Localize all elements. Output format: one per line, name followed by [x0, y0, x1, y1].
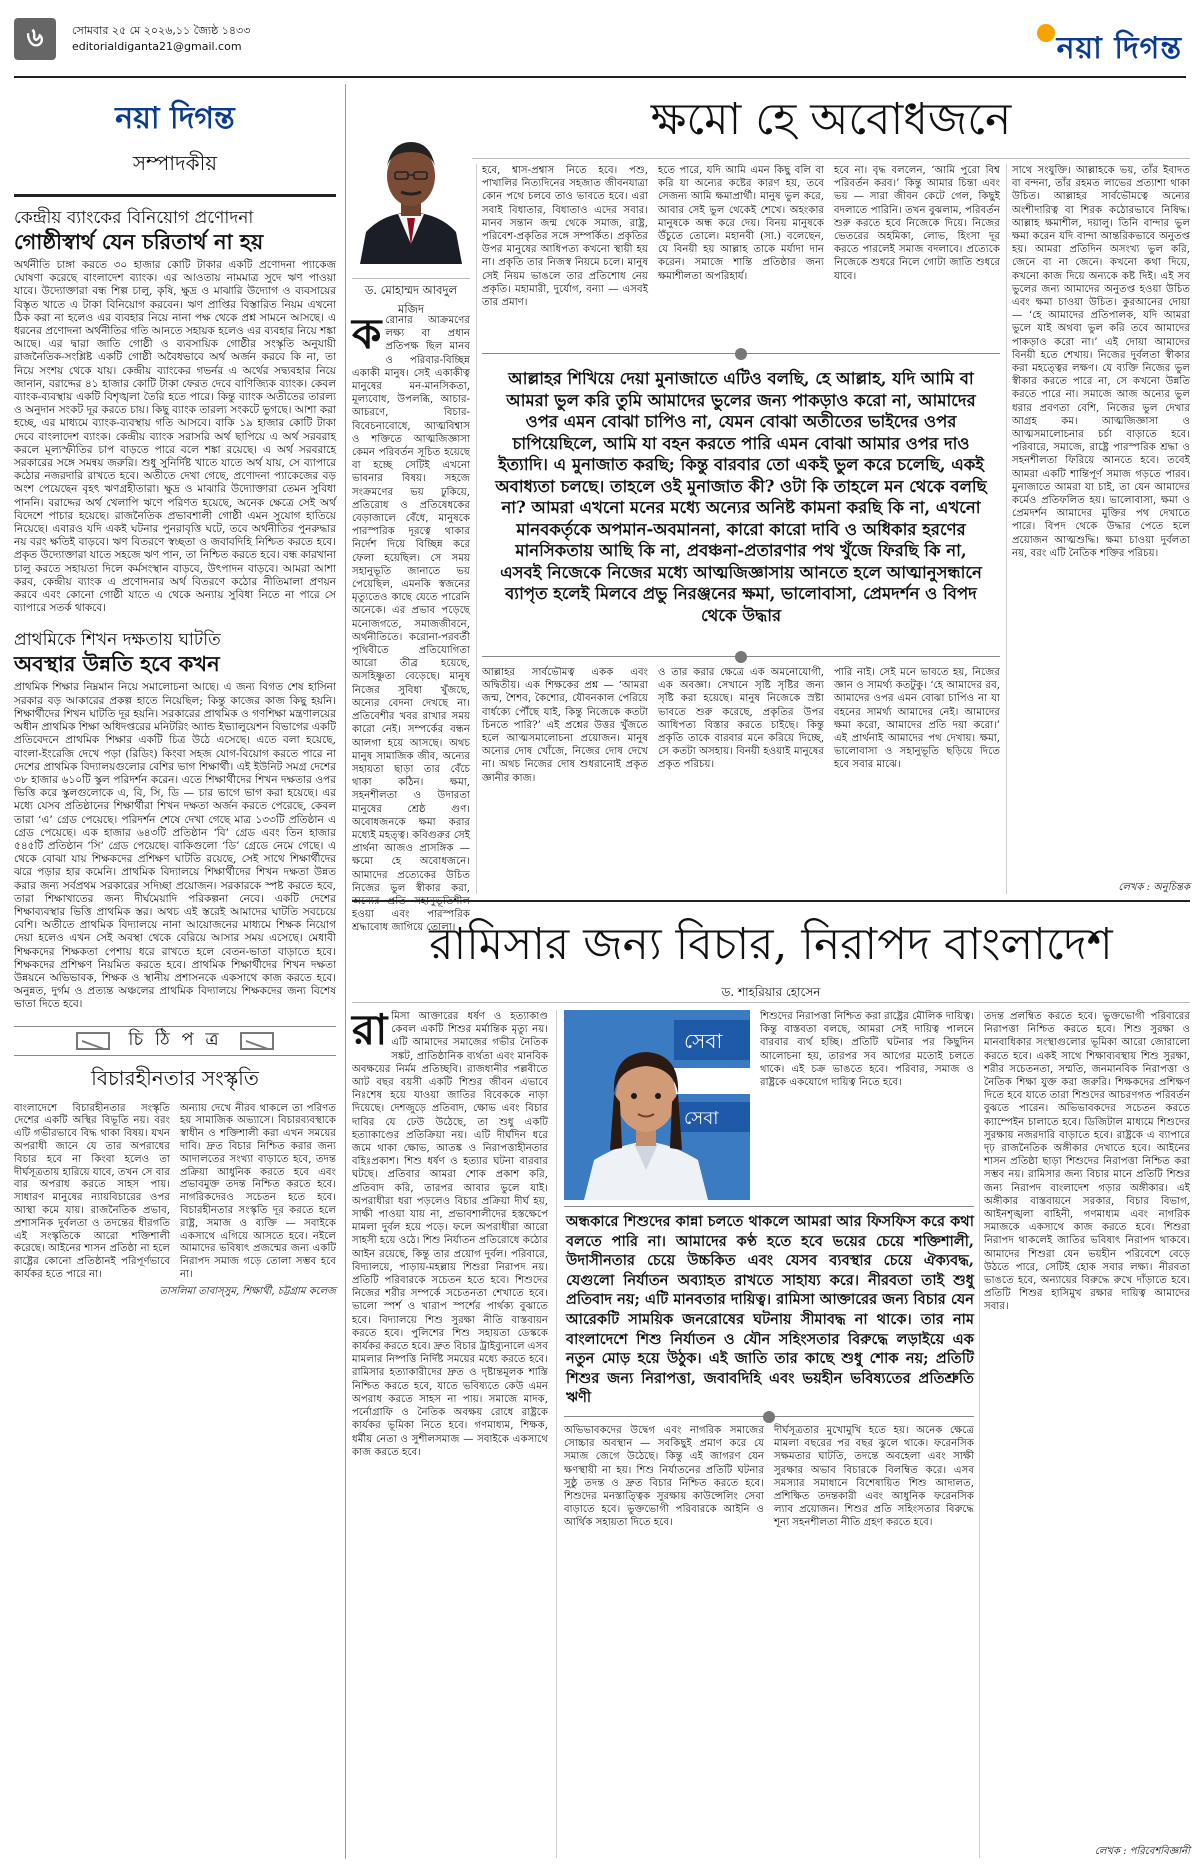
letter-title: বিচারহীনতার সংস্কৃতি	[91, 1065, 259, 1090]
article-column: দীর্ঘসূত্রতার মুখোমুখি হতে হয়। অনেক ক্ষেত্রে মামলা বছরের পর বছর ঝুলে থাকে। ফরেনসিক সক্ষমতার ঘাটতি, তদন্তে অবহেলা এবং সাক্ষী সুরক্ষার অভাব বিচারকে বিলম্বিত করে। এসব সমস্যার সমাধানে বিশেষায়িত শিশু আদালত, প্রশিক্ষিত তদন্তকারী এবং আধুনিক ফরেনসিক ল্যাব প্রয়োজন। শিশুর প্রতি সহিংসতার বিরুদ্ধে শূন্য সহনশীলতা নীতি গ্রহণ করতে হবে।	[774, 1425, 974, 1529]
article-column: ও তার করার ক্ষেত্রে এক অমনোযোগী, এক অবজ্ঞা। সেখানে সৃষ্টি সৃষ্টির জন্য সৃষ্টি করা হয়েছে। মানুষ নিজেকে স্রষ্টা ভাবতে শুরু করেছে, প্রকৃতির উপর আধিপত্য বিস্তার করতে চাইছে। কিন্তু প্রকৃতি তাকে বারবার মনে করিয়ে দিচ্ছে, সে কতটা অসহায়। বিনয়ী হওয়াই মানুষের প্রকৃত পরিচয়।	[658, 667, 824, 771]
article-column: হতে পারে, যদি আমি এমন কিছু বলি বা করি যা অন্যের কষ্টের কারণ হয়, তবে সেজন্য আমি ক্ষমাপ্রার্থী। মানুষ ভুল করে, আবার সেই ভুল থেকেই শেখে। অহংকার মানুষকে অন্ধ করে দেয়। বিনয় মানুষকে উঁচুতে তোলে। মহানবী (সা.) বলেছেন, যে বিনয়ী হয় আল্লাহ তাকে মর্যাদা দান করেন। সমাজে শান্তি প্রতিষ্ঠার জন্য ক্ষমাশীলতা অপরিহার্য।	[658, 165, 824, 282]
editorial-second-body: প্রাথমিক শিক্ষার নিম্নমান নিয়ে সমালোচনা আছে। এ জন্য বিগত শেষ হাসিনা সরকার বড় আকারের প্রকল্প হাতে নিয়েছিল; কিন্তু কাজের কাজ কিছু হয়নি। শিক্ষার্থীদের শিখন ঘাটতি দূর হয়নি। সরকারের প্রাথমিক ও গণশিক্ষা মন্ত্রণালয়ের অধীন প্রাথমিক শিক্ষা অধিদপ্তরের মনিটরিং অ্যান্ড ইভ্যালুয়েশন বিভাগের একটি প্রতিবেদনে প্রাথমিক শিক্ষার একটি চিত্র উঠে এসেছে। এতে বলা হয়েছে, বাংলা-ইংরেজি দেখে পড়া (রিডিং) কিংবা সহজ যোগ-বিয়োগ করতে পারে না দেশের প্রাথমিক বিদ্যালয়গুলোর বেশির ভাগ শিক্ষার্থী। এই ইউনিট সমগ্র দেশের ৩৮ হাজার ৬১০টি স্কুল পরিদর্শন করেন। এতে শিক্ষার্থীদের শিখন দক্ষতার ওপর ভিত্তি করে স্কুলগুলোকে এ, বি, সি, ডি — চার ভাগে ভাগ করা হয়েছে। এর মধ্যে যেসব প্রতিষ্ঠানের শিক্ষার্থীরা শিখন দক্ষতা অর্জন করতে পেরেছে, কেবল তারা ‘এ’ গ্রেড পেয়েছে। পরিদর্শন শেষে দেখা গেছে মাত্র ১৩৩টি প্রতিষ্ঠান এ গ্রেড পেয়েছে। এক হাজার ৬৪৩টি প্রতিষ্ঠান ‘বি’ গ্রেড এবং তিন হাজার ৫৪৫টি প্রতিষ্ঠান ‘সি’ গ্রেড পেয়েছে। বাকিগুলো ‘ডি’ গ্রেডে নেমে গেছে। এ থেকে বোঝা যায় শিক্ষকদের প্রশিক্ষণ ঘাটতি রয়েছে, সেই সাথে শিক্ষার্থীদের ঝরে পড়ার হার কমেনি। প্রাথমিক বিদ্যালয়ে শিক্ষার্থীদের শিখন দক্ষতা উন্নত করার জন্য সর্বপ্রথম সরকারের সদিচ্ছা প্রয়োজন। সরকারকে স্পষ্ট করতে হবে, তারা শিক্ষাখাতের জন্য দীর্ঘমেয়াদি পরিকল্পনা নেবে। একটি দেশের শিক্ষাব্যবস্থার ভিত্তি প্রাথমিক স্তর। অথচ এই স্তরেই আমাদের ঘাটতি সবচেয়ে বেশি। অতীতে প্রাথমিক বিদ্যালয়ে নানা আয়োজনের মাধ্যমে শিক্ষক নিয়োগ দেয়া হলেও এখন সেই অবস্থা থেকে বেরিয়ে আসার সময় এসেছে। মেধাবী শিক্ষকদের শিক্ষকতা পেশায় ধরে রাখতে হলে বেতন-ভাতা বাড়াতে হবে। শিক্ষকদের প্রশিক্ষণ নিয়মিত করতে হবে। প্রাথমিক শিক্ষার্থীদের শিখন দক্ষতা উন্নয়নে অভিভাবক, শিক্ষক ও স্থানীয় প্রশাসনকে একসাথে কাজ করতে হবে। অনুন্নত, দুর্গম ও প্রত্যন্ত অঞ্চলের প্রাথমিক বিদ্যালয়ে শিক্ষকদের জন্য বিশেষ ভাতা দিতে হবে।	[14, 681, 336, 1011]
author-note: লেখক : পরিবেশবিজ্ঞানী	[1094, 1846, 1190, 1857]
child-portrait-image	[564, 1010, 750, 1200]
article-text: মিসা আক্তারের ধর্ষণ ও হত্যাকাণ্ড কেবল একটি শিশুর মর্মান্তিক মৃত্যু নয়। এটি আমাদের সমাজের গভীর নৈতিক সঙ্কট, প্রাতিষ্ঠানিক ব্যর্থতা এবং মানবিক অবক্ষয়ের নির্মম প্রতিচ্ছবি। রাজধানীর পল্লবীতে আট বছর বয়সী একটি শিশুর জীবন এভাবে নিঃশেষ হয়ে যাওয়া জাতির বিবেককে নাড়া দিয়েছে। দেশজুড়ে প্রতিবাদ, ক্ষোভ এবং বিচার দাবির যে ঢেউ উঠেছে, তা শুধু একটি হত্যাকাণ্ডের প্রতিক্রিয়া নয়। এটি দীর্ঘদিন ধরে জমে থাকা ক্ষোভ, আতঙ্ক ও নিরাপত্তাহীনতার বহিঃপ্রকাশ। শিশু ধর্ষণ ও হত্যার ঘটনা বারবার ঘটছে। প্রতিবার আমরা শোক প্রকাশ করি, প্রতিবাদ করি, তারপর আবার ভুলে যাই। অপরাধীরা ধরা পড়লেও বিচার প্রক্রিয়া দীর্ঘ হয়, সাক্ষী পাওয়া যায় না, প্রভাবশালীদের হস্তক্ষেপে মামলা দুর্বল হয়ে পড়ে। ফলে অপরাধীরা আরো সাহসী হয়ে ওঠে। শিশু নির্যাতন প্রতিরোধে কঠোর আইন রয়েছে, কিন্তু তার প্রয়োগ দুর্বল। পরিবারে, বিদ্যালয়ে, পাড়ায়-মহল্লায় শিশুরা নিরাপদ নয়। প্রতিটি পরিবারকে সচেতন হতে হবে। শিশুদের নিজের শরীর সম্পর্কে সচেতনতা শেখাতে হবে। ভালো স্পর্শ ও খারাপ স্পর্শের পার্থক্য বুঝাতে হবে। বিদ্যালয়ে শিশু সুরক্ষা নীতি বাস্তবায়ন করতে হবে। পুলিশের শিশু সহায়তা ডেস্ককে কার্যকর করতে হবে। দ্রুত বিচার ট্রাইব্যুনালে এসব মামলার নিষ্পত্তি নির্দিষ্ট সময়ের মধ্যে করতে হবে। রামিসার হত্যাকারীদের দ্রুত ও দৃষ্টান্তমূলক শাস্তি নিশ্চিত করতে হবে, যাতে ভবিষ্যতে কেউ এমন অপরাধ করতে সাহস না পায়। সমাজে মাদক, পর্নোগ্রাফি ও নৈতিক অবক্ষয় রোধে রাষ্ট্রকে কার্যকর ভূমিকা নিতে হবে। গণমাধ্যম, শিক্ষক, ধর্মীয় নেতা ও সুশীলসমাজ — সবাইকে একসাথে কাজ করতে হবে।	[352, 1011, 548, 1458]
column-divider	[476, 164, 477, 894]
letters-banner	[14, 1026, 336, 1056]
child-photo	[564, 1010, 750, 1200]
column-divider	[979, 1010, 980, 1858]
article-column: আল্লাহর সার্বভৌমত্ব একক এবং অদ্বিতীয়। এক শিক্ষকের প্রশ্ন — ‘আমরা জন্ম, শৈশব, কৈশোর, যৌবনকাল পেরিয়ে বার্ধক্যে পৌঁছে যাই, কিন্তু নিজেকে কতটা চিনতে পারি?’ এই প্রশ্নের উত্তর খুঁজতে হলে আত্মসমালোচনা প্রয়োজন। মানুষ অন্যের দোষ খোঁজে, নিজের দোষ দেখে না। অথচ নিজের দোষ শুধরানোই প্রকৃত জ্ঞানীর কাজ।	[482, 667, 648, 784]
page-number: ৬	[14, 18, 56, 60]
issue-date: সোমবার ২৫ মে ২০২৬,১১ জ্যৈষ্ঠ ১৪৩৩	[72, 24, 251, 37]
envelope-icon	[240, 1032, 274, 1050]
column-divider	[345, 84, 346, 1859]
letter-column: অন্যায় দেখে নীরব থাকলে তা পরিণত হয় সামাজিক অভ্যাসে। বিচারব্যবস্থাকে স্বাধীন ও শক্তিশালী করা এখন সময়ের দাবি। দ্রুত বিচার নিশ্চিত করার জন্য আদালতের সংখ্যা বাড়াতে হবে, তদন্ত প্রক্রিয়া আধুনিক করতে হবে এবং প্রভাবমুক্ত তদন্ত নিশ্চিত করতে হবে। নাগরিকদেরও সচেতন হতে হবে। বিচারহীনতার সংস্কৃতি দূর করতে হলে রাষ্ট্র, সমাজ ও ব্যক্তি — সবাইকে একসাথে এগিয়ে আসতে হবে। নইলে আমাদের ভবিষ্যৎ প্রজন্মের জন্য একটি নিরাপদ সমাজ গড়ে তোলা সম্ভব হবে না।	[180, 1102, 336, 1280]
author-photo	[352, 114, 470, 264]
article-column: অভিভাবকদের উদ্বেগ এবং নাগরিক সমাজের সোচ্চার অবস্থান — সবকিছুই প্রমাণ করে যে সমাজ জেগে উঠেছে। কিন্তু এই জাগরণ যেন ক্ষণস্থায়ী না হয়। শিশু নির্যাতনের প্রতিটি ঘটনার সুষ্ঠু তদন্ত ও দ্রুত বিচার নিশ্চিত করতে হবে। শিশুদের মনস্তাত্ত্বিক সুরক্ষায় কাউন্সেলিং সেবা বাড়াতে হবে। ভুক্তভোগী পরিবারকে আইনি ও আর্থিক সহায়তা দিতে হবে।	[564, 1425, 764, 1529]
article-column: সাথে সংযুক্তি। আল্লাহকে ভয়, তাঁর ইবাদত বা বন্দনা, তাঁর রহমত লাভের প্রত্যাশা থাকা উচিত। আল্লাহর সার্বভৌমত্বে অন্যের অংশীদারিত্ব বা শিরক কঠোরভাবে নিষিদ্ধ। আল্লাহ ক্ষমাশীল, দয়ালু। তিনি বান্দার ভুল ক্ষমা করেন যদি বান্দা আন্তরিকভাবে অনুতপ্ত হয়। আমরা প্রতিদিন অসংখ্য ভুল করি, জেনে বা না জেনে। কখনো কথা দিয়ে, কখনো কাজ দিয়ে অন্যকে কষ্ট দিই। এই সব ভুলের জন্য আমাদের অনুতপ্ত হওয়া উচিত এবং ক্ষমা চাওয়া উচিত। কুরআনের দোয়া — ‘হে আমাদের প্রতিপালক, যদি আমরা ভুলে যাই অথবা ভুল করি তবে আমাদের পাকড়াও করো না।’ এই দোয়া আমাদের বিনয়ী হতে শেখায়। নিজের দুর্বলতা স্বীকার করা মহত্ত্বের লক্ষণ। যে ব্যক্তি নিজের ভুল স্বীকার করতে পারে না, সে কখনো উন্নতি করতে পারে না। সমাজে আজ অন্যের ভুল ধরার প্রবণতা বেশি, নিজের ভুল দেখার আগ্রহ কম। আত্মজিজ্ঞাসা ও আত্মসমালোচনার চর্চা বাড়াতে হবে। পরিবারে, সমাজে, রাষ্ট্রে পারস্পরিক শ্রদ্ধা ও সহনশীলতা ফিরিয়ে আনতে হবে। তবেই আমরা একটি শান্তিপূর্ণ সমাজ গড়তে পারব। মুনাজাতে আমরা যা চাই, তা যেন আমাদের কর্মেও প্রতিফলিত হয়। ভালোবাসা, ক্ষমা ও প্রেমদর্শন আমাদের মুক্তির পথ দেখাতে পারে। বিপদ থেকে উদ্ধার পেতে হলে প্রয়োজন আত্মশুদ্ধি। ক্ষমা চাওয়া দুর্বলতা নয়, বরং এটি নৈতিক শক্তির পরিচয়।	[1012, 165, 1190, 559]
pull-quote: আল্লাহর শিখিয়ে দেয়া মুনাজাতে এটিও বলছি, হে আল্লাহ, যদি আমি বা আমরা ভুল করি তুমি আমাদের ভুলের জন্য পাকড়াও করো না, আমাদের ওপর এমন বোঝা চাপিও না, যেমন বোঝা অতীতের ভাইদের ওপর চাপিয়েছিলে, আমি যা বহন করতে পারি এমন বোঝা আমার ওপর দাও ইত্যাদি। এ মুনাজাত করছি; কিন্তু বারবার তো একই ভুল করে চলেছি, একই অবাধ্যতা চলছে। তাহলে ওই মুনাজাত কী? ওটা কি তাহলে মন থেকে বলছি না? আমরা এখনো মনের মধ্যে অন্যের অনিষ্ট কামনা করছি কি না, এখনো মানবকর্তৃকে অপমান-অবমাননা, কারো কারো দাবি ও অধিকার হরণের মানসিকতায় আছি কি না, প্রবঞ্চনা-প্রতারণার পথ খুঁজে ফিরছি কি না, এসবই নিজেকে নিজের মধ্যে আত্মজিজ্ঞাসায় আনতে হলে আত্মানুসন্ধানে ব্যাপৃত হলেই মিলবে প্রভু নিরঞ্জনের ক্ষমা, ভালোবাসা, প্রেমদর্শন ও বিপদ থেকে উদ্ধার	[495, 369, 987, 625]
drop-cap: ক	[352, 309, 382, 358]
article-column	[352, 1005, 548, 1858]
editorial-email: editorialdiganta21@gmail.com	[72, 40, 242, 53]
article-column	[352, 309, 470, 934]
editorial-lead-headline	[14, 207, 336, 253]
page-header	[0, 0, 1200, 78]
divider	[14, 194, 336, 197]
editorial-second-title: অবস্থার উন্নতি হবে কখন	[14, 651, 220, 677]
divider	[352, 1002, 1190, 1003]
header-rule	[14, 76, 1186, 78]
pull-quote-rule	[564, 1206, 974, 1207]
editorial-lead-kicker: কেন্দ্রীয় ব্যাংকের বিনিয়োগ প্রণোদনা	[14, 208, 254, 228]
editorial-lead-title: গোষ্ঠীস্বার্থ যেন চরিতার্থ না হয়	[14, 229, 264, 254]
column-divider	[556, 1010, 557, 1858]
editorial-second-kicker: প্রাথমিকে শিখন দক্ষতায় ঘাটতি	[14, 630, 221, 651]
logo-sun-icon	[1037, 24, 1055, 42]
article-column: তদন্ত প্রলম্বিত করতে হবে। ভুক্তভোগী পরিবারের নিরাপত্তা নিশ্চিত করতে হবে। শিশু সুরক্ষা ও মানবাধিকার সংস্থাগুলোর ভূমিকা আরো জোরালো করতে হবে। একই সাথে শিক্ষাব্যবস্থায় শিশু সুরক্ষা, শরীর সচেতনতা, সম্মতি, জনমানবিক নিরাপত্তা ও নৈতিক শিক্ষা যুক্ত করা জরুরি। শিক্ষকদের প্রশিক্ষণ দিতে হবে যাতে তারা শিশুদের আচরণগত পরিবর্তন বুঝতে পারেন। অভিভাবকদের সচেতন করতে ক্যাম্পেইন চালাতে হবে। ডিজিটাল মাধ্যমে শিশুদের সুরক্ষায় নজরদারি বাড়াতে হবে। রাষ্ট্রকে এ ব্যাপারে দৃঢ় রাজনৈতিক অঙ্গীকার দেখাতে হবে। আইনের শাসন প্রতিষ্ঠা ছাড়া শিশুদের নিরাপত্তা নিশ্চিত করা সম্ভব নয়। রামিসার জন্য বিচার মানে প্রতিটি শিশুর জন্য নিরাপদ বাংলাদেশ গড়ার অঙ্গীকার। এই অঙ্গীকার বাস্তবায়নে সরকার, বিচার বিভাগ, আইনশৃঙ্খলা বাহিনী, গণমাধ্যম এবং নাগরিক সমাজকে একসাথে কাজ করতে হবে। শিশুরা নিরাপদ থাকলেই জাতির ভবিষ্যৎ নিরাপদ থাকবে। আমাদের শিশুরা যেন ভয়হীন পরিবেশে বেড়ে উঠতে পারে, সেটিই হোক সবার লক্ষ্য। নীরবতা ভাঙতে হবে, অন্যায়ের বিরুদ্ধে রুখে দাঁড়াতে হবে। প্রতিটি শিশুর হাসিমুখ রক্ষার দায়িত্ব আমাদের সবার।	[984, 1011, 1190, 1313]
pull-quote: অন্ধকারে শিশুদের কান্না চলতে থাকলে আমরা আর ফিসফিস করে কথা বলতে পারি না। আমাদের কণ্ঠ হতে হবে ভয়ের চেয়ে শক্তিশালী, উদাসীনতার চেয়ে উচ্চকিত এবং যেসব ব্যবস্থার চেয়ে ঐক্যবদ্ধ, যেগুলো নির্যাতন অব্যাহত রাখতে সাহায্য করে। নীরবতা তাই শুধু প্রতিবাদ নয়; এটি মানবতার দায়িত্ব। রামিসা আক্তারের জন্য বিচার যেন আরেকটি সাময়িক জনরোষের ঘটনায় সীমাবদ্ধ না থাকে। তার নাম বাংলাদেশে শিশু নির্যাতন ও যৌন সহিংসতার বিরুদ্ধে লড়াইয়ে এক নতুন মোড় হয়ে উঠুক। এই জাতি তার কাছে শুধু শোক নয়; প্রতিটি শিশুর জন্য নিরাপত্তা, জবাবদিহি এবং ভয়হীন ভবিষ্যতের প্রতিশ্রুতি ঋণী	[566, 1213, 974, 1407]
photo-sign-text: সেবা	[684, 1108, 719, 1129]
article-title: রামিসার জন্য বিচার, নিরাপদ বাংলাদেশ	[429, 919, 1113, 970]
letter-body	[14, 1103, 336, 1282]
editorial-second-headline	[14, 629, 336, 675]
section-rule	[352, 900, 1190, 902]
article-forgiveness	[352, 84, 1190, 934]
drop-cap: রা	[352, 1005, 388, 1054]
letter-signature: তাসলিমা তাবাস্সুম, শিক্ষার্থী, চট্টগ্রাম কলেজ	[159, 1285, 336, 1297]
letter-column: বাংলাদেশে বিচারহীনতার সংস্কৃতি দেশের একটি অস্থির বিভূতি নয়। বরং এটি গভীরভাবে বিদ্ধ থাকা বিষয়। যখন অপরাধী জানে যে তার অপরাধের বিচার হবে না কিংবা হলেও তা দীর্ঘসূত্রতায় হারিয়ে যাবে, তখন সে বার বার অপরাধ করতে সাহস পায়। সাধারণ মানুষের ন্যায়বিচারের ওপর আস্থা কমে যায়। রাজনৈতিক প্রভাব, প্রশাসনিক দুর্বলতা ও তদন্তের ধীরগতি এই সংস্কৃতিকে আরো শক্তিশালী করেছে। আইনের শাসন প্রতিষ্ঠা না হলে রাষ্ট্রের কোনো প্রতিষ্ঠানই পরিপূর্ণভাবে কার্যকর হতে পারে না।	[14, 1102, 170, 1280]
column-divider	[1006, 164, 1007, 894]
newspaper-logo: নয়া দিগন্ত	[1043, 24, 1182, 75]
bullet-dot-icon	[735, 348, 747, 360]
letters-section-title: চি ঠি প ত্র	[128, 1029, 222, 1051]
article-column: শিশুদের নিরাপত্তা নিশ্চিত করা রাষ্ট্রের মৌলিক দায়িত্ব। কিন্তু বাস্তবতা বলছে, আমরা সেই দায়িত্ব পালনে বারবার ব্যর্থ হচ্ছি। প্রতিটি ঘটনার পর কিছুদিন আলোচনা হয়, তারপর সব আগের মতোই চলতে থাকে। এই চক্র ভাঙতে হবে। পরিবার, সমাজ ও রাষ্ট্রকে একযোগে দায়িত্ব নিতে হবে।	[760, 1011, 974, 1089]
bullet-dot-icon	[763, 1411, 775, 1423]
article-column: হবে না। বৃদ্ধ বললেন, ‘আমি পুরো বিশ্ব পরিবর্তন করব।’ কিন্তু আমার চিন্তা এবং ভয় — সারা জীবন কেটে গেল, কিছুই বদলাতে পারিনি। তখন বুঝলাম, পরিবর্তন শুরু করতে হবে নিজেকে দিয়ে। নিজের ভেতরের অহমিকা, লোভ, হিংসা দূর করতে পারলেই সমাজ বদলাবে। প্রত্যেকে নিজেকে শুধরে নিলে গোটা জাতি শুধরে যাবে।	[834, 165, 1000, 282]
photo-sign-text: সেবা	[684, 1029, 723, 1053]
editorial-column	[14, 84, 336, 1859]
article-column: হবে, শ্বাস-প্রশ্বাস নিতে হবে। পশু, পাখালির নিত্যদিনের সহজাত জীবনযাত্রা কোন পথে চলবে তাও ভাবতে হবে। এরা সবাই বিধাতার, বিধাতাও এদের সবার। মানব সন্তান জন্ম থেকে সমাজ, রাষ্ট্র, পরিবেশ-প্রকৃতির সঙ্গে সম্পর্কিত। প্রকৃতির উপর মানুষের আধিপত্য কখনো স্থায়ী হয় না। প্রকৃতি তার নিজস্ব নিয়মে চলে। মানুষ সেই নিয়ম ভাঙলে তার প্রতিশোধ নেয় প্রকৃতি। মহামারী, দুর্যোগ, বন্যা — এসবই তার প্রমাণ।	[482, 165, 648, 309]
author-note: লেখক : অনুচিন্তক	[1118, 882, 1190, 893]
editorial-lead-body: অর্থনীতি চাঙ্গা করতে ৩০ হাজার কোটি টাকার একটি প্রণোদনা প্যাকেজ ঘোষণা করেছে বাংলাদেশ ব্যাংক। এর আওতায় নামমাত্র সুদে ঋণ পাওয়া যাবে। উদ্যোক্তারা বন্ধ শিল্প চালু, কৃষি, ক্ষুদ্র ও মাঝারি উদ্যোগ ও ব্যবসায়ের বিস্তৃত খাতে এ টাকা বিনিয়োগ করবেন। ঋণ প্রাপ্তির বিস্তারিত নিয়ম এখনো ঠিক করা না হলেও এর ব্যবহার নিয়ে নানা পক্ষ থেকে প্রশ্ন সামনে আসছে। এ ধরনের প্রণোদনা অর্থনীতির গতি আনতে সহায়ক হলেও এর ব্যবহার নিয়ে শঙ্কা আছে। এর দ্বারা জাতি গোষ্ঠী ও ব্যবসায়িক গোষ্ঠীর সংস্কৃতি অনুযায়ী রাজনৈতিক-সংশ্লিষ্ট একটি গোষ্ঠী অবৈধভাবে অর্থ অর্জন করবে কি না, তা নিয়ে সংশয় থেকে যায়। কেন্দ্রীয় ব্যাংকের গভর্নর এ অর্থের সদ্ব্যবহার নিয়ে জানান, বরাদ্দের ৪১ হাজার কোটি টাকা ফেরত দেবে বাণিজ্যিক ব্যাংক। কেবল ব্যাংক-ব্যবস্থায় একটি বিশৃঙ্খলা তৈরি হতে পারে। কিন্তু ব্যাংক অতীতের তারল্য ও অনুদান সংকট দূর করতে চায়। কিছু ব্যাংক তারল্য সংকটে ভুগছে। আশা করা হচ্ছে, এর মাধ্যমে ব্যাংক-ব্যবস্থায় গতি আসবে। বাকি ১৯ হাজার কোটি টাকা দেবে বাংলাদেশ ব্যাংক। কেন্দ্রীয় ব্যাংক সরাসরি অর্থ ছাপিয়ে এ অর্থ সরবরাহ করলে মূল্যস্ফীতির চাপ বাড়তে পারে বলে শঙ্কা রয়েছে। এ অর্থ সরবরাহে সরকারের সঙ্গে সমন্বয় জরুরি। শুধু সুনির্দিষ্ট খাতে যাতে অর্থ যায়, সে ব্যাপারে কঠোর নজরদারি রাখতে হবে। অতীতে দেখা গেছে, প্রণোদনা প্যাকেজের বড় অংশ পেয়েছেন বৃহৎ ঋণগ্রহীতারা। ক্ষুদ্র ও মাঝারি উদ্যোক্তারা তেমন সুবিধা পাননি। বরাদ্দের অর্থ খেলাপি ঋণে পরিণত হয়েছে, অনেক ক্ষেত্রে সেই অর্থ বিদেশে পাচার হয়েছে। রাজনৈতিক প্রভাবশালী গোষ্ঠী এমন সুযোগ হাতিয়ে নিয়েছে। এবারও যদি একই ঘটনার পুনরাবৃত্তি ঘটে, তবে অর্থনীতির পুনরুদ্ধার নয় বরং ক্ষতিই বাড়বে। ঋণ বিতরণে স্বচ্ছতা ও জবাবদিহি নিশ্চিত করতে হবে। প্রকৃত উদ্যোক্তারা যাতে সহজে ঋণ পান, তা নিশ্চিত করতে হবে। বন্ধ কারখানা চালু করতে সহায়তা দিলে কর্মসংস্থান বাড়বে, উৎপাদন বাড়বে। আমরা আশা করব, কেন্দ্রীয় ব্যাংক এ প্রণোদনার অর্থ বিতরণে কঠোর নীতিমালা প্রণয়ন করবে এবং কোনো গোষ্ঠী যাতে এ থেকে অন্যায় সুবিধা নিতে না পারে সে ব্যাপারে সতর্ক থাকবে।	[14, 259, 336, 615]
article-text: রোনার আক্রমণের লক্ষ্য বা প্রধান প্রতিপক্ষ ছিল মানব ও পরিবার-বিচ্ছিন্ন একাকী মানুষ। সেই একাকীত্ব মানুষের মন-মানসিকতা, মূল্যবোধ, উপলব্ধি, আচার-আচরণে, বিচার-বিবেচনাবোধে, আত্মবিশ্বাস ও শক্তিতে আত্মজিজ্ঞাসা কেমন পরিবর্তন সূচিত হয়েছে বা হচ্ছে সেটিই এখনো ভাবনার বিষয়। সহজে সংক্রমণের ভয় ঢুকিয়ে, প্রতিরোধ ও প্রতিষেধকের বেড়াজালে বেঁধে, মানুষকে পারস্পরিক দূরত্বে থাকার নির্দেশ দিয়ে বিচ্ছিন্ন করে ফেলা হয়েছিল। সে সময় সহানুভূতি জানাতে ভয় পেয়েছিল, এমনকি স্বজনের মৃত্যুতেও কাছে যেতে পারেনি অনেকে। এর প্রভাব পড়েছে মনোজগতে, সমাজজীবনে, অর্থনীতিতে। করোনা-পরবর্তী পৃথিবীতে প্রতিযোগিতা আরো তীব্র হয়েছে, অসহিষ্ণুতা বেড়েছে। মানুষ নিজের সুবিধা খুঁজছে, অন্যের বেদনা দেখছে না। প্রতিবেশীর খবর রাখার সময় কারো নেই। সম্পর্কের বন্ধন আলগা হয়ে আসছে। অথচ মানুষ সামাজিক জীব, অন্যের সহায়তা ছাড়া তার বেঁচে থাকা কঠিন। ক্ষমা, সহনশীলতা ও উদারতা মানুষের শ্রেষ্ঠ গুণ। অবোধজনকে ক্ষমা করার মধ্যেই মহত্ত্ব। কবিগুরুর সেই প্রার্থনা আজও প্রাসঙ্গিক — ক্ষমো হে অবোধজনে। আমাদের প্রত্যেকের উচিত নিজের ভুল স্বীকার করা, হওয়া এবং পারস্পরিক শ্রদ্ধাবোধ জাগিয়ে তোলা।	[352, 315, 470, 934]
article-column: পারি নাই। সেই মনে ভাবতে হয়, নিজের জ্ঞান ও সামর্থ্য কতটুকু। ‘হে আমাদের রব, আমাদের ওপর এমন বোঝা চাপিও না যা বহনের সামর্থ্য আমাদের নেই। আমাদের ক্ষমা করো, আমাদের প্রতি দয়া করো।’ এই প্রার্থনাই আমাদের পথ দেখায়। ক্ষমা, ভালোবাসা ও সহানুভূতি ছড়িয়ে দিতে হবে সবার মাঝে।	[834, 667, 1000, 771]
bullet-dot-icon	[735, 651, 747, 663]
editorial-logo: নয়া দিগন্ত	[115, 101, 235, 136]
envelope-icon	[76, 1032, 110, 1050]
divider	[472, 158, 1190, 159]
article-title: ক্ষমো হে অবোধজনে	[650, 94, 1012, 145]
editorial-section-title: সম্পাদকীয়	[132, 151, 218, 175]
article-byline: ড. মোহাম্মদ আবদুল মজিদ	[352, 278, 470, 320]
article-byline: ড. শাহরিয়ার হোসেন	[721, 985, 821, 999]
author-portrait-image	[352, 114, 470, 264]
article-ramisa	[352, 906, 1190, 1861]
